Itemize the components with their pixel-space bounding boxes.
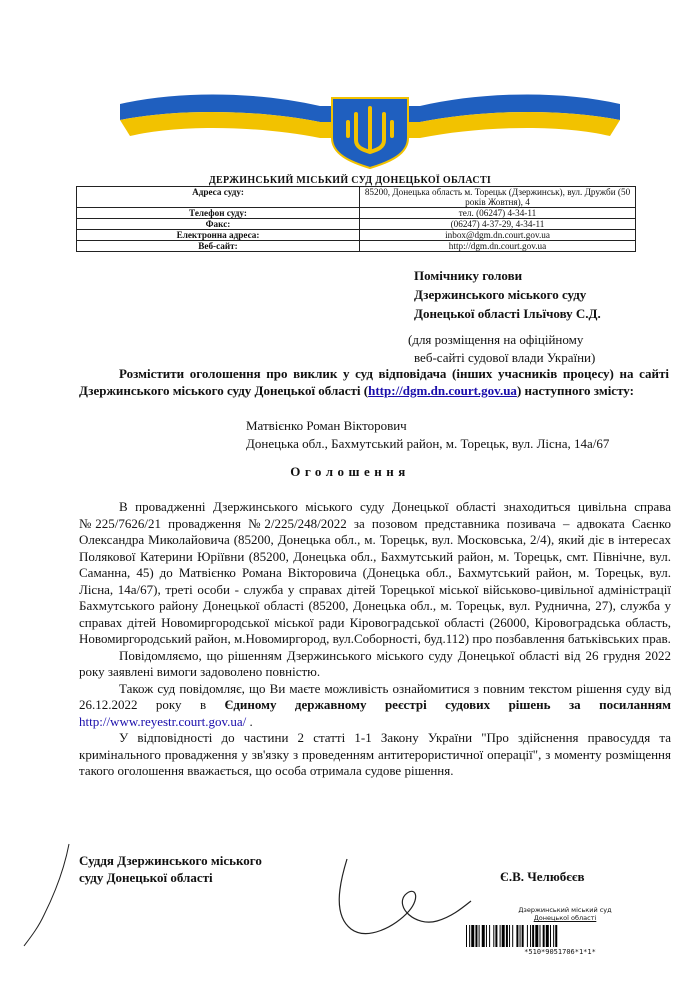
barcode-bar (543, 925, 545, 947)
judge-title-block (79, 852, 262, 886)
addressee-line: Дзержинського міського суду (414, 287, 587, 302)
stamp-line: Донецької області (533, 914, 597, 922)
request-text: Розмістити оголошення про виклик у суд відповідача (інших учасників процесу) на сайті Дзержинського міського суду Донецької області ( (79, 366, 669, 398)
court-name-heading: ДЕРЖИНСЬКИЙ МІСЬКИЙ СУД ДОНЕЦЬКОЇ ОБЛАСТІ (208, 175, 492, 186)
barcode-number: *510*9051706*1*1* (524, 948, 596, 956)
coat-of-arms-flag-emblem (120, 92, 620, 172)
judge-title-line: суду Донецької області (79, 870, 213, 885)
court-contacts-table (76, 186, 636, 252)
placement-note (408, 331, 595, 367)
body-paragraph: В провадженні Дзержинського міського суду Донецької області знаходиться цивільна справа №225/7626/21 провадження №2/225/248/2022 за позовом представника позивача – адвоката Саєнко Олександра Миколайовича (85200, Донецька обл., м. Торецьк, вул. Московська, 2/4), який діє в інтересах Полякової Катерини Юріївни (85200, Донецька обл., Бахмутський район, м. Торецьк, смт. Північне, вул. Саманна, 45) до Матвієнко Романа Вікторовича (Донецька обл., Бахмутський район, м. Торецьк, вул. Лісна, 14а/67), треті особи - служба у справах дітей Торецької міської військово-цивільної адміністрації Бахмутського району Донецької області (85200, Донецька обл., м. Торецьк, вул. Руднична, 27), служба у справах дітей Новомиргородської міської ради Кіровоградської області (26000, Кіровоградська область, Новомиргородський район, м.Новомиргород, вул.Соборності, буд.112) про позбавлення батьківських прав. (79, 499, 671, 646)
body-text: . (246, 713, 253, 729)
judge-name: Є.В. Челюбєєв (500, 869, 585, 884)
phone-value: тел. (06247) 4-34-11 (360, 208, 636, 219)
table-row (77, 187, 636, 208)
barcode-bar (486, 925, 487, 947)
registry-link[interactable]: http://www.reyestr.court.gov.ua/ (79, 713, 247, 729)
defendant-name: Матвієнко Роман Вікторович (246, 418, 407, 433)
announcement-title: Оголошення (290, 464, 410, 479)
placement-line: (для розміщення на офіційному (408, 332, 584, 347)
barcode-bar (546, 925, 549, 947)
barcode-bar (535, 925, 538, 947)
email-value: inbox@dgm.dn.court.gov.ua (360, 230, 636, 241)
court-stamp-text (505, 906, 625, 922)
barcode-bar (489, 925, 490, 947)
barcode-bar (475, 925, 477, 947)
addressee-block (414, 266, 601, 323)
website-label: Веб-сайт: (77, 241, 360, 252)
placement-line: веб-сайті судової влади України) (414, 350, 596, 365)
barcode-bar (506, 925, 508, 947)
barcode-bar (495, 925, 497, 947)
barcode-bar (553, 925, 554, 947)
barcode-bar (532, 925, 534, 947)
addressee-line: Донецької області Ільїчову С.Д. (414, 306, 601, 321)
publication-request (79, 365, 669, 399)
barcode-bar (509, 925, 510, 947)
announcement-body (79, 499, 671, 780)
barcode-bar (479, 925, 480, 947)
barcode-bar (471, 925, 474, 947)
barcode-bar (522, 925, 524, 947)
judge-signature (325, 855, 475, 945)
judge-title-line: Суддя Дзержинського міського (79, 853, 262, 868)
defendant-address: Донецька обл., Бахмутський район, м. Торецьк, вул. Лісна, 14а/67 (246, 436, 610, 451)
body-text: Також суд повідомляє, що Ви маєте можливість ознайомитися з повним текстом рішення суду від 26.12.2022 року в (79, 680, 671, 712)
barcode-bar (516, 925, 518, 947)
barcode-bar (466, 925, 467, 947)
barcode-bar (469, 925, 470, 947)
body-paragraph: Повідомляємо, що рішенням Дзержинського міського суду Донецької області від 26 грудня 2022 року заявлені вимоги задоволено повністю. (79, 647, 671, 679)
barcode-bar (540, 925, 541, 947)
barcode-bar (500, 925, 501, 947)
handwritten-mark (14, 840, 84, 950)
barcode-bar (550, 925, 551, 947)
document-barcode (466, 925, 636, 947)
fax-label: Факс: (77, 219, 360, 230)
barcode-bar (482, 925, 485, 947)
body-paragraph: У відповідності до частини 2 статті 1-1 Закону України "Про здійснення правосуддя та кримінального провадження у зв'язку з проведенням антитерористичної операції", з моменту розміщення такого оголошення вважається, що особа отримала судове рішення. (79, 730, 671, 778)
address-value: 85200, Донецька область м. Торецьк (Дзержинськ), вул. Дружби (50 років Жовтня), 4 (360, 187, 636, 208)
email-label: Електронна адреса: (77, 230, 360, 241)
addressee-line: Помічнику голови (414, 268, 523, 283)
barcode-bar (555, 925, 557, 947)
table-row (77, 219, 636, 230)
barcode-bar (530, 925, 531, 947)
table-row (77, 230, 636, 241)
website-value: http://dgm.dn.court.gov.ua (360, 241, 636, 252)
barcode-bar (493, 925, 494, 947)
address-label: Адреса суду: (77, 187, 360, 208)
body-paragraph (79, 681, 671, 731)
registry-text: Єдиному державному реєстрі судових рішень за посиланням (224, 697, 671, 712)
barcode-bar (527, 925, 528, 947)
table-row (77, 208, 636, 219)
phone-label: Телефон суду: (77, 208, 360, 219)
defendant-block (246, 417, 609, 453)
court-website-link[interactable]: http://dgm.dn.court.gov.ua (368, 383, 517, 398)
table-row (77, 241, 636, 252)
fax-value: (06247) 4-37-29, 4-34-11 (360, 219, 636, 230)
barcode-bar (520, 925, 521, 947)
stamp-line: Дзержинський міський суд (518, 906, 612, 914)
request-text-end: ) наступного змісту: (516, 383, 634, 398)
barcode-bar (512, 925, 513, 947)
barcode-bar (502, 925, 505, 947)
